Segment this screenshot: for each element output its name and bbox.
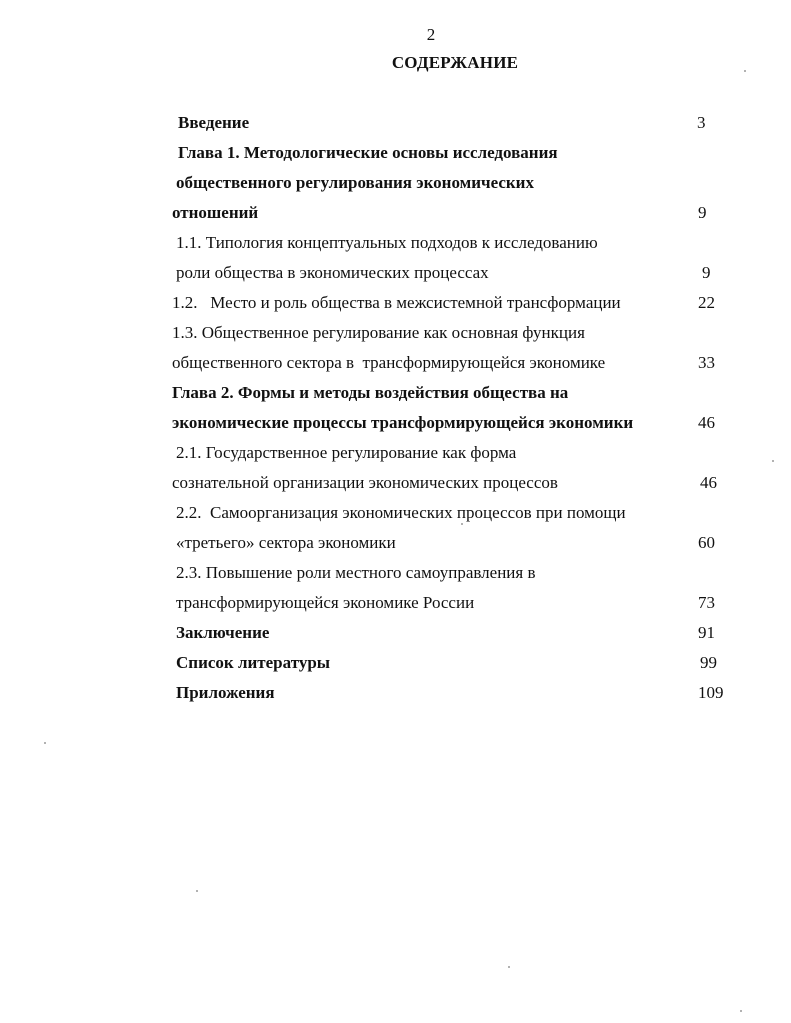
page-number: 2 <box>426 25 436 44</box>
toc-page-intro: 3 <box>697 113 706 132</box>
toc-page-section-1-1: 9 <box>702 263 711 282</box>
toc-entry-section-1-1-line2: роли общества в экономических процессах <box>176 263 489 282</box>
toc-entry-references: Список литературы <box>176 653 331 672</box>
toc-entry-chapter1-line2: общественного регулирования экономических <box>176 173 534 192</box>
scan-speck <box>196 890 198 892</box>
toc-entry-section-1-2: 1.2. Место и роль общества в межсистемной трансформации <box>172 293 621 312</box>
toc-entry-section-2-2-line1: 2.2. Самоорганизация экономических процессов при помощи <box>176 503 626 522</box>
page-title: СОДЕРЖАНИЕ <box>391 53 519 72</box>
scan-speck <box>740 1010 742 1012</box>
toc-entry-section-2-3-line2: трансформирующейся экономике России <box>176 593 475 612</box>
toc-entry-section-2-3-line1: 2.3. Повышение роли местного самоуправления в <box>176 563 536 582</box>
toc-page-section-2-1: 46 <box>700 473 717 492</box>
scan-speck <box>772 460 774 462</box>
toc-entry-conclusion: Заключение <box>176 623 270 642</box>
scan-speck <box>461 523 463 525</box>
toc-entry-section-2-2-line2: «третьего» сектора экономики <box>176 533 396 552</box>
toc-page-chapter1: 9 <box>698 203 707 222</box>
toc-page-chapter2: 46 <box>698 413 715 432</box>
toc-entry-chapter2-line2: экономические процессы трансформирующейся экономики <box>172 413 634 432</box>
toc-entry-section-1-3-line1: 1.3. Общественное регулирование как основная функция <box>172 323 585 342</box>
toc-entry-appendices: Приложения <box>176 683 275 702</box>
scan-speck <box>508 966 510 968</box>
toc-page-section-2-2: 60 <box>698 533 715 552</box>
toc-page-section-1-2: 22 <box>698 293 715 312</box>
toc-entry-section-1-1-line1: 1.1. Типология концептуальных подходов к исследованию <box>176 233 598 252</box>
toc-page-section-2-3: 73 <box>698 593 715 612</box>
toc-page-section-1-3: 33 <box>698 353 715 372</box>
toc-entry-intro: Введение <box>178 113 250 132</box>
scan-speck <box>744 70 746 72</box>
toc-entry-section-1-3-line2: общественного сектора в трансформирующейся экономике <box>172 353 606 372</box>
toc-entry-section-2-1-line2: сознательной организации экономических процессов <box>172 473 558 492</box>
toc-entry-chapter1-line3: отношений <box>172 203 259 222</box>
toc-entry-section-2-1-line1: 2.1. Государственное регулирование как форма <box>176 443 517 462</box>
toc-entry-chapter2-line1: Глава 2. Формы и методы воздействия общества на <box>172 383 569 402</box>
scan-speck <box>44 742 46 744</box>
toc-page-conclusion: 91 <box>698 623 715 642</box>
toc-page-references: 99 <box>700 653 717 672</box>
toc-entry-chapter1-line1: Глава 1. Методологические основы исследования <box>178 143 558 162</box>
toc-page-appendices: 109 <box>698 683 724 702</box>
